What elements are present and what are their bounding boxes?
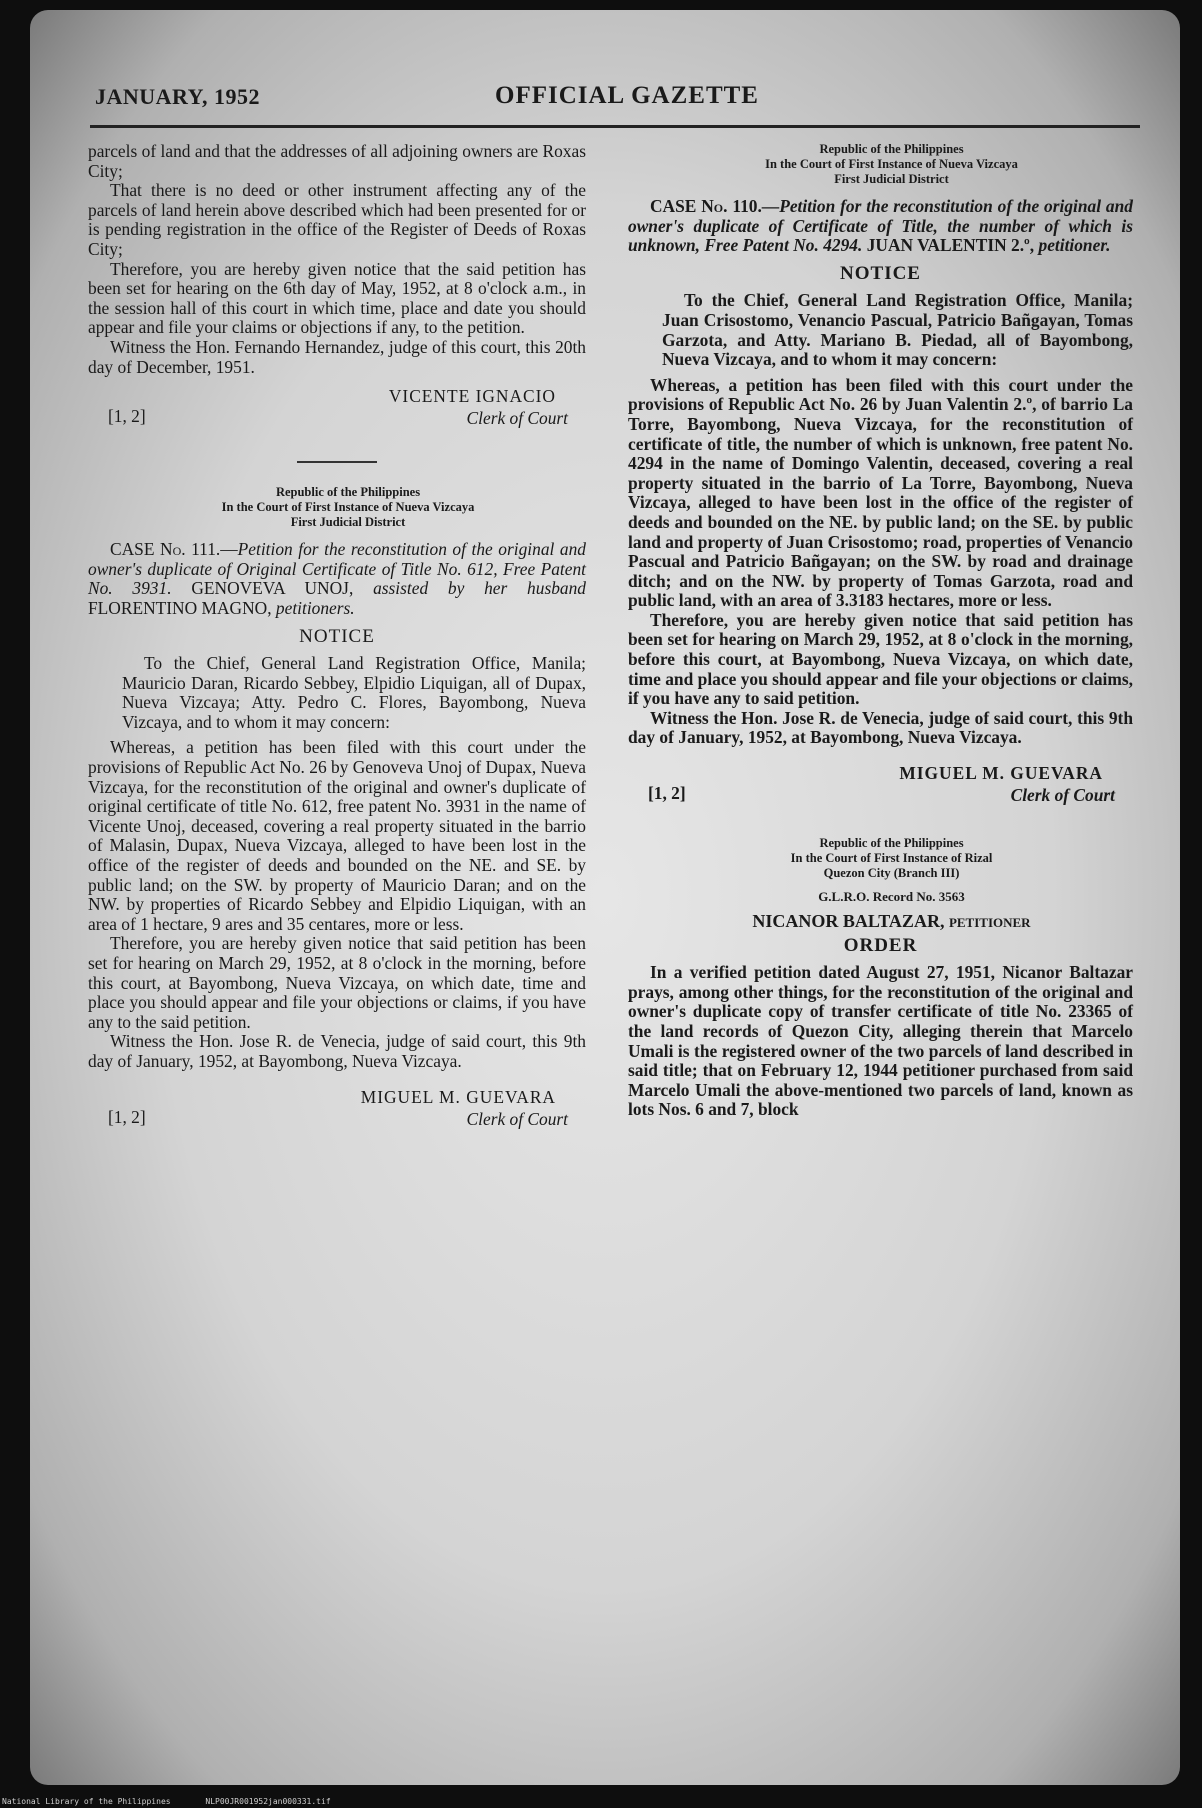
header-publication: OFFICIAL GAZETTE <box>495 82 759 109</box>
left-column <box>88 142 586 1136</box>
page-header <box>95 80 1145 120</box>
case-party: FLORENTINO MAGNO, <box>88 597 272 618</box>
right-column <box>628 142 1133 1120</box>
notice-heading: NOTICE <box>840 262 921 284</box>
paragraph: Therefore, you are hereby given notice that the said petition has been set for hearing on the 6th day of May, 1952, at 8 o'clock a.m., in the session hall of this court in which time, place and date you should appear and file your claims or objections if any, to the petition. <box>88 258 586 338</box>
case-party: GENOVEVA UNOJ, <box>191 578 354 599</box>
court-caption-line: First Judicial District <box>290 515 406 530</box>
issue-reference: [1, 2] <box>108 1106 146 1127</box>
paragraph: Therefore, you are hereby given notice that said petition has been set for hearing on March 29, 1952, at 8 o'clock in the morning, before this court, at Bayombong, Nueva Vizcaya, on which date, time and place you should appear and file your objections or claims, if you have any to said petition. <box>628 609 1133 709</box>
header-date: JANUARY, 1952 <box>95 84 261 109</box>
court-caption-line: Republic of the Philippines <box>275 485 421 500</box>
paragraph: Whereas, a petition has been filed with this court under the provisions of Republic Act No. 26 by Juan Valentin 2.º, of barrio La Torre, Bayombong, Nueva Vizcaya, for the reconstitution of certificate of title, the number of which is unknown, free patent No. 4294 in the name of Domingo Valentin, deceased, covering a real property situated in the barrio of La Torre, Bayombong, Nueva Vizcaya, alleged to have been lost in the office of the register of deeds and bounded on the NE. by public land; on the SE. by public land and property of Juan Crisostomo; road, properties of Venancio Pascual and Patricio Bañgayan; on the SW. by road and drainage ditch; and on the NW. by property of Tomas Garzota, road and public land, with an area of 3.3183 hectares, more or less. <box>628 374 1133 611</box>
signatory-title: Clerk of Court <box>466 408 568 429</box>
signature-block <box>628 764 1133 812</box>
court-caption-line: In the Court of First Instance of Nueva Vizcaya <box>221 500 475 515</box>
footer-file: NLP00JR001952jan000331.tif <box>205 1797 331 1806</box>
signatory-title: Clerk of Court <box>466 1108 568 1129</box>
signatory-name: MIGUEL M. GUEVARA <box>899 763 1103 784</box>
court-caption-line: Quezon City (Branch III) <box>823 866 960 881</box>
footer-source: National Library of the Philippines <box>2 1797 171 1806</box>
case-role: petitioners. <box>275 597 355 618</box>
paragraph: Witness the Hon. Fernando Hernandez, judge of this court, this 20th day of December, 1951. <box>88 336 586 377</box>
paragraph: Therefore, you are hereby given notice that said petition has been set for hearing on March 29, 1952, at 8 o'clock in the morning, before this court, at Bayombong, Nueva Vizcaya, on which date, time and place you should appear and file your objections or claims, if you have any to the said petition. <box>88 933 586 1032</box>
case-label: CASE No. 110.— <box>650 196 780 216</box>
header-rule <box>90 125 1140 128</box>
paragraph: That there is no deed or other instrument affecting any of the parcels of land herein above described which had been presented for or is pending registration in the office of the Register of Deeds of Roxas City; <box>88 180 586 259</box>
paragraph: In a verified petition dated August 27, 1951, Nicanor Baltazar prays, among other things, for the reconstitution of the original and owner's duplicate copy of transfer certificate of title No. 23365 of the land records of Quezon City, alleging therein that Marcelo Umali is the registered owner of the two parcels of land described in said title; that on February 12, 1944 petitioner purchased from said Marcelo Umali the above-mentioned two parcels of land, known as lots Nos. 6 and 7, block <box>628 962 1133 1120</box>
addressee-paragraph: To the Chief, General Land Registration Office, Manila; Juan Crisostomo, Venancio Pascual, Patricio Bañgayan, Tomas Garzota, and Atty. Mariano B. Piedad, all of Bayombong, Nueva Vizcaya, and to whom it may concern: <box>662 290 1133 370</box>
court-caption-line: In the Court of First Instance of Nueva Vizcaya <box>765 157 1018 171</box>
continued-paragraph: parcels of land and that the addresses of all adjoining owners are Roxas City; <box>88 141 586 181</box>
signatory-name: MIGUEL M. GUEVARA <box>360 1086 556 1107</box>
case-party: JUAN VALENTIN 2.º, <box>866 235 1035 256</box>
petitioner-line: NICANOR BALTAZAR, petitioner <box>752 911 1031 932</box>
court-caption-line: Republic of the Philippines <box>819 142 964 156</box>
addressee-paragraph: To the Chief, General Land Registration Office, Manila; Mauricio Daran, Ricardo Sebbey, Elpidio Liquigan, all of Dupax, Nueva Vizcaya; Atty. Pedro C. Flores, Bayombong, Nueva Vizcaya, and to whom it may concern: <box>122 653 586 732</box>
scan-footer <box>0 1796 1202 1808</box>
case-role: petitioner. <box>1038 235 1111 256</box>
case-label: CASE No. 111.— <box>110 539 238 560</box>
court-caption-line: In the Court of First Instance of Rizal <box>790 851 993 866</box>
paragraph: Witness the Hon. Jose R. de Venecia, judge of said court, this 9th day of January, 1952, at Bayombong, Nueva Vizcaya. <box>88 1031 586 1071</box>
signature-block <box>88 1088 586 1136</box>
case-assisted: assisted by her husband <box>373 578 586 599</box>
case-description: Petition for the reconstitution of the original and owner's duplicate of Certificate of Title, the number of which is unknown, Free Patent No. 4294. <box>628 196 1133 256</box>
signatory-name: VICENTE IGNACIO <box>388 386 556 407</box>
order-heading: ORDER <box>843 934 918 956</box>
paragraph: Witness the Hon. Jose R. de Venecia, judge of said court, this 9th day of January, 1952, at Bayombong, Nueva Vizcaya. <box>628 707 1133 748</box>
signatory-title: Clerk of Court <box>1010 785 1115 806</box>
issue-reference: [1, 2] <box>648 783 686 804</box>
case-title <box>628 197 1133 256</box>
paragraph: Whereas, a petition has been filed with this court under the provisions of Republic Act No. 26 by Genoveva Unoj of Dupax, Nueva Vizcaya, for the reconstitution of the original and owner's duplicate of original certificate of title No. 612, free patent No. 3931 in the name of Vicente Unoj, deceased, covering a real property situated in the barrio of Malasin, Dupax, Nueva Vizcaya, alleged to have been lost in the office of the register of deeds and bounded on the NE. and SE. by public land; on the SW. by property of Mauricio Daran; and on the NW. by properties of Ricardo Sebbey and Elpidio Liquigan, with an area of 1 hectare, 9 ares and 35 centares, more or less. <box>88 737 586 934</box>
court-caption-line: First Judicial District <box>834 172 949 186</box>
case-title <box>88 540 586 618</box>
section-divider <box>297 461 377 463</box>
notice-heading: NOTICE <box>299 625 375 647</box>
signature-block <box>88 387 586 435</box>
issue-reference: [1, 2] <box>108 406 146 427</box>
court-caption-line: Republic of the Philippines <box>819 836 964 851</box>
case-description: Petition for the reconstitution of the original and owner's duplicate of Original Certificate of Title No. 612, Free Patent No. 3931. <box>88 539 586 599</box>
record-number: G.L.R.O. Record No. 3563 <box>818 889 965 905</box>
